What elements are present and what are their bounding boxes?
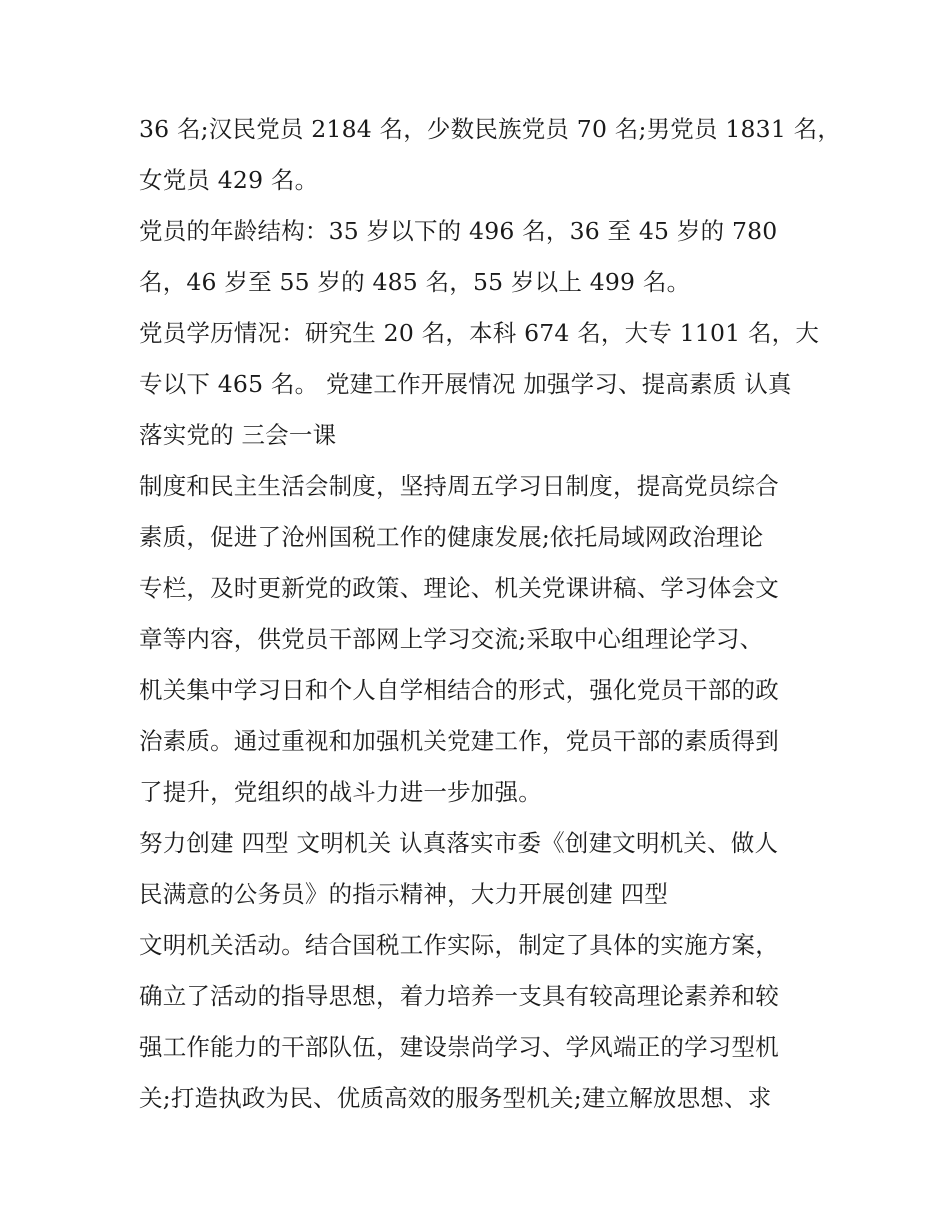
text-line: 党员学历情况：研究生 20 名，本科 674 名，大专 1101 名，大 [139, 319, 820, 347]
text-line: 36 名;汉民党员 2184 名，少数民族党员 70 名;男党员 1831 名， [139, 115, 842, 143]
text-line: 治素质。通过重视和加强机关党建工作，党员干部的素质得到 [139, 727, 779, 755]
text-line: 机关集中学习日和个人自学相结合的形式，强化党员干部的政 [139, 676, 779, 704]
text-line: 章等内容，供党员干部网上学习交流;采取中心组理论学习、 [139, 625, 764, 653]
text-line: 确立了活动的指导思想，着力培养一支具有较高理论素养和较 [139, 982, 779, 1010]
text-line: 了提升，党组织的战斗力进一步加强。 [139, 778, 542, 806]
text-line: 专栏，及时更新党的政策、理论、机关党课讲稿、学习体会文 [139, 574, 779, 602]
text-line: 制度和民主生活会制度，坚持周五学习日制度，提高党员综合 [139, 472, 779, 500]
text-line: 党员的年龄结构：35 岁以下的 496 名，36 至 45 岁的 780 [139, 217, 778, 245]
text-line: 关;打造执政为民、优质高效的服务型机关;建立解放思想、求 [139, 1084, 772, 1112]
text-line: 民满意的公务员》的指示精神，大力开展创建 四型 [139, 880, 669, 908]
text-line: 强工作能力的干部队伍，建设崇尚学习、学风端正的学习型机 [139, 1033, 779, 1061]
text-line: 女党员 429 名。 [139, 166, 319, 194]
text-line: 名，46 岁至 55 岁的 485 名，55 岁以上 499 名。 [139, 268, 691, 296]
text-line: 文明机关活动。结合国税工作实际，制定了具体的实施方案， [139, 931, 779, 959]
text-line: 专以下 465 名。 党建工作开展情况 加强学习、提高素质 认真 [139, 370, 792, 398]
text-line: 努力创建 四型 文明机关 认真落实市委《创建文明机关、做人 [139, 829, 779, 857]
text-line: 素质，促进了沧州国税工作的健康发展;依托局域网政治理论 [139, 523, 764, 551]
text-line: 落实党的 三会一课 [139, 421, 337, 449]
